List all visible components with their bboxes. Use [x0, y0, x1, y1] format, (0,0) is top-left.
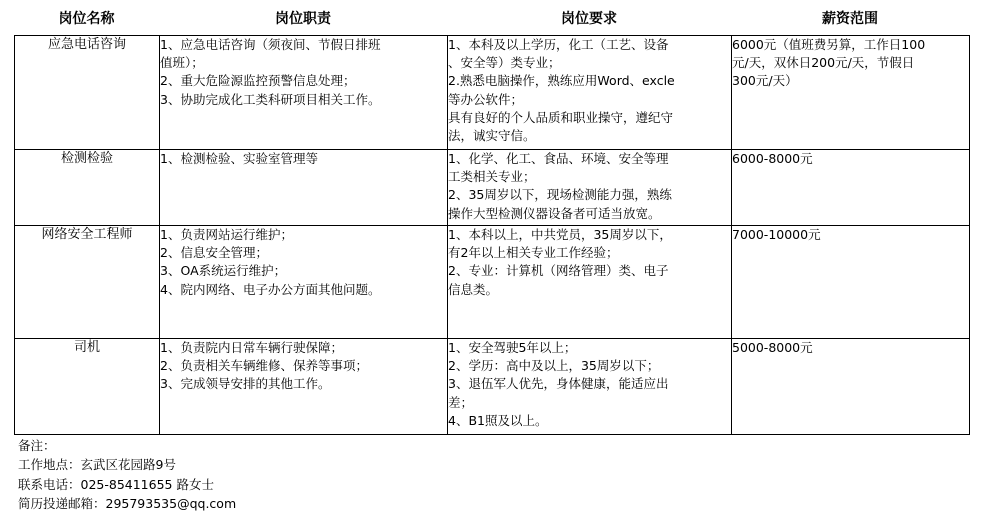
requirement-line: 2、学历：高中及以上，35周岁以下；	[448, 358, 660, 374]
requirement-line: 信息类。	[448, 281, 499, 297]
salary-line: 元/天，双休日200元/天，节假日	[732, 55, 915, 71]
notes-heading: 备注：	[18, 438, 56, 453]
job-title-cell: 检测检验	[15, 150, 160, 226]
duties-cell	[160, 339, 448, 435]
requirement-line: 操作大型检测仪器设备者可适当放宽。	[448, 205, 661, 221]
requirement-line: 1、本科以上，中共党员，35周岁以下，	[448, 227, 672, 242]
job-title-cell: 网络安全工程师	[15, 226, 160, 339]
work-location: 工作地点：玄武区花园路9号	[18, 457, 176, 473]
table-row	[15, 36, 970, 150]
duty-line: 2、重大危险源监控预警信息处理；	[160, 73, 356, 89]
duty-line: 1、应急电话咨询（须夜间、节假日排班	[160, 37, 381, 52]
salary-cell	[732, 150, 970, 226]
requirement-line: 、安全等）类专业；	[448, 55, 561, 71]
job-title-cell: 司机	[15, 339, 160, 435]
notes-section	[18, 436, 236, 513]
duty-line: 4、院内网络、电子办公方面其他问题。	[160, 281, 381, 297]
job-table	[14, 35, 970, 435]
duty-line: 1、负责院内日常车辆行驶保障；	[160, 340, 343, 355]
requirements-cell	[448, 226, 732, 339]
duties-cell	[160, 36, 448, 150]
duty-line: 1、负责网站运行维护；	[160, 227, 293, 242]
duties-cell	[160, 150, 448, 226]
requirement-line: 有2年以上相关专业工作经验；	[448, 245, 619, 261]
salary-line: 7000-10000元	[732, 227, 821, 242]
salary-cell	[732, 226, 970, 339]
requirement-line: 2、35周岁以下，现场检测能力强，熟练	[448, 187, 672, 203]
duty-line: 值班）；	[160, 55, 204, 71]
requirement-line: 工类相关专业；	[448, 169, 536, 185]
duties-cell	[160, 226, 448, 339]
requirement-line: 差；	[448, 394, 474, 410]
salary-cell	[732, 36, 970, 150]
table-row	[15, 339, 970, 435]
salary-line: 300元/天）	[732, 73, 798, 89]
requirement-line: 1、本科及以上学历，化工（工艺、设备	[448, 37, 669, 52]
salary-line: 6000-8000元	[732, 151, 813, 166]
duty-line: 3、协助完成化工类科研项目相关工作。	[160, 91, 381, 107]
header-requirements: 岗位要求	[561, 11, 617, 27]
contact-phone: 联系电话：025-85411655 路女士	[18, 476, 214, 492]
duty-line: 2、信息安全管理；	[160, 245, 268, 261]
header-duties: 岗位职责	[275, 11, 331, 27]
requirement-line: 等办公软件；	[448, 91, 524, 107]
requirement-line: 法，诚实守信。	[448, 128, 536, 144]
table-row	[15, 150, 970, 226]
salary-line: 6000元（值班费另算，工作日100	[732, 37, 926, 52]
requirement-line: 2.熟悉电脑操作，熟练应用Word、excle	[448, 73, 675, 89]
duty-line: 3、OA系统运行维护；	[160, 263, 287, 279]
requirements-cell	[448, 36, 732, 150]
requirements-cell	[448, 339, 732, 435]
requirements-cell	[448, 150, 732, 226]
job-title-cell: 应急电话咨询	[15, 36, 160, 150]
requirement-line: 1、化学、化工、食品、环境、安全等理	[448, 151, 669, 166]
salary-cell	[732, 339, 970, 435]
requirement-line: 具有良好的个人品质和职业操守，遵纪守	[448, 109, 674, 125]
table-row	[15, 226, 970, 339]
requirement-line: 1、安全驾驶5年以上；	[448, 340, 577, 355]
header-salary: 薪资范围	[822, 11, 878, 27]
duty-line: 2、负责相关车辆维修、保养等事项；	[160, 358, 368, 374]
resume-email: 简历投递邮箱：295793535@qq.com	[18, 495, 237, 511]
header-job-title: 岗位名称	[58, 11, 115, 27]
requirement-line: 3、退伍军人优先，身体健康，能适应出	[448, 376, 669, 392]
duty-line: 3、完成领导安排的其他工作。	[160, 376, 331, 392]
duty-line: 1、检测检验、实验室管理等	[160, 151, 318, 166]
salary-line: 5000-8000元	[732, 340, 813, 355]
requirement-line: 4、B1照及以上。	[448, 412, 548, 428]
requirement-line: 2、专业：计算机（网络管理）类、电子	[448, 263, 669, 279]
